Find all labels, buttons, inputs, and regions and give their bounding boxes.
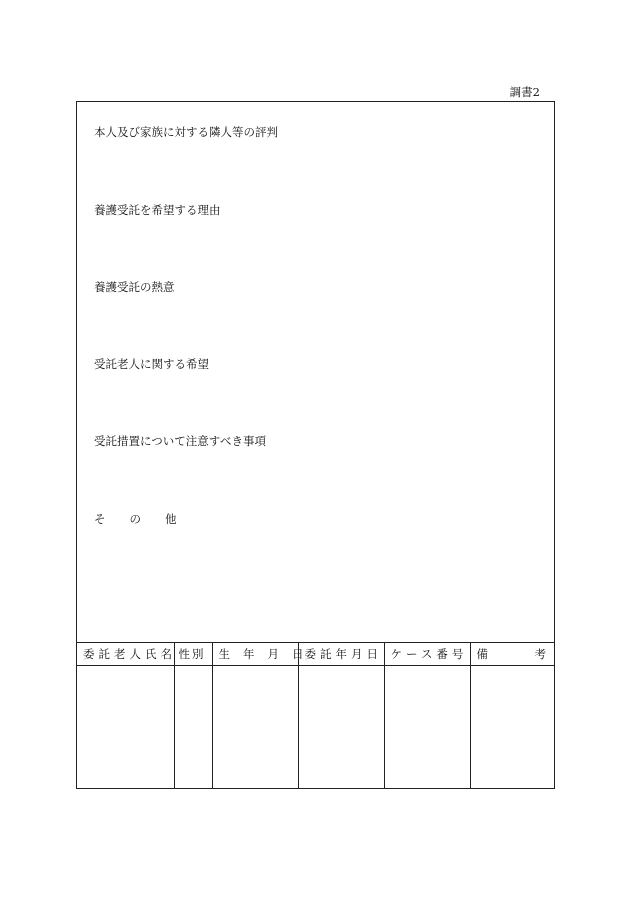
cell-case-number[interactable] — [384, 666, 470, 789]
document-code: 調書2 — [509, 85, 540, 99]
cell-birth-date[interactable] — [212, 666, 298, 789]
section-reason-for-request: 養護受託を希望する理由 — [94, 203, 221, 217]
section-neighbor-reputation: 本人及び家族に対する隣人等の評判 — [94, 125, 278, 139]
table-header-row — [77, 643, 554, 666]
header-sex: 性別 — [174, 643, 212, 666]
survey-form — [76, 101, 555, 789]
table-row — [77, 666, 554, 789]
section-cautions: 受託措置について注意すべき事項 — [94, 434, 267, 448]
header-remarks: 備 考 — [470, 643, 554, 666]
other-char-3: 他 — [165, 512, 177, 526]
other-char-1: そ — [94, 512, 106, 526]
other-char-2: の — [129, 512, 141, 526]
section-other — [94, 511, 177, 527]
header-case-number: ケース番号 — [384, 643, 470, 666]
header-elder-name: 委託老人氏名 — [77, 643, 174, 666]
entrustment-table — [77, 642, 554, 788]
section-enthusiasm: 養護受託の熱意 — [94, 280, 175, 294]
cell-entrust-date[interactable] — [298, 666, 384, 789]
cell-remarks[interactable] — [470, 666, 554, 789]
cell-sex[interactable] — [174, 666, 212, 789]
header-entrust-date: 委託年月日 — [298, 643, 384, 666]
header-birth-date: 生 年 月 日 — [212, 643, 298, 666]
cell-elder-name[interactable] — [77, 666, 174, 789]
section-elder-preferences: 受託老人に関する希望 — [94, 357, 209, 371]
